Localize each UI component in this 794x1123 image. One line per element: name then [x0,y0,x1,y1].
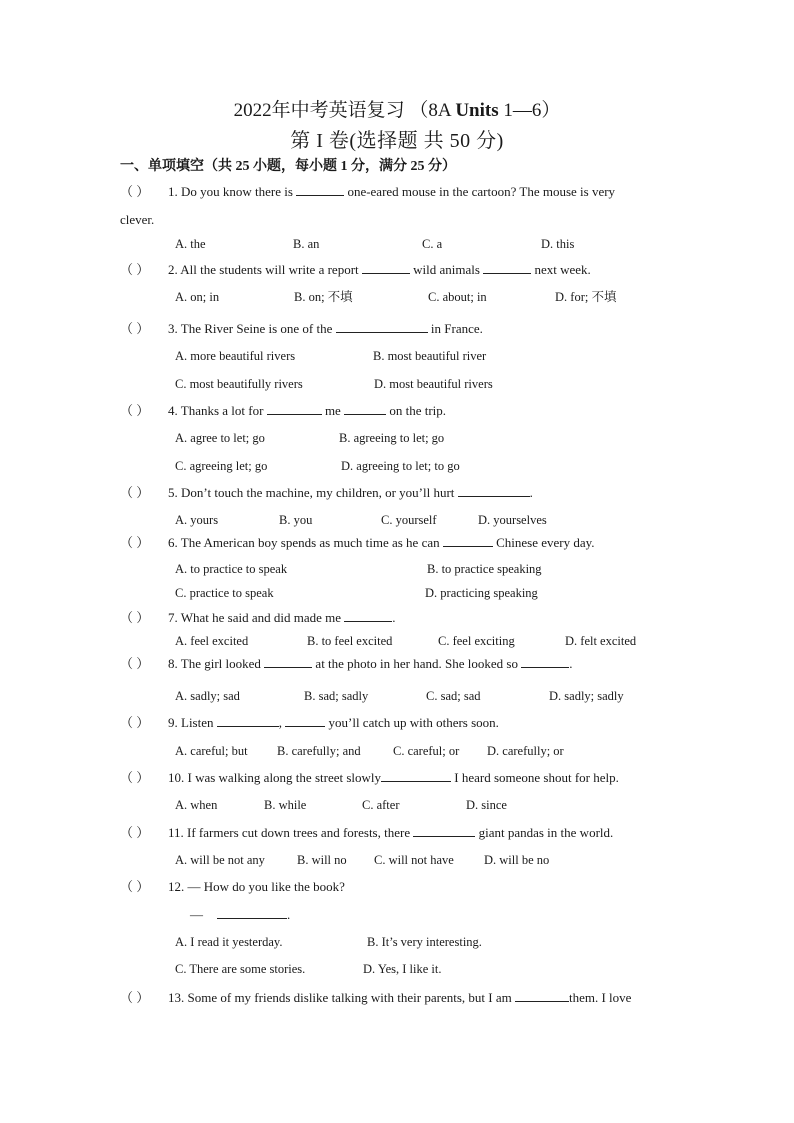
question-text: 9. Listen [168,715,217,730]
answer-blank [521,655,569,668]
option-2c: C. about; in [428,290,487,304]
option-4c: C. agreeing let; go [175,459,268,473]
question-1 [120,183,680,201]
answer-bracket[interactable]: （ ） [120,321,150,336]
question-6 [120,534,680,552]
answer-blank [296,183,344,196]
exam-title-prefix: 2022年中考英语复习 （8A [233,100,456,121]
question-text: 12. — How do you like the book? [168,879,345,894]
option-6a: A. to practice to speak [175,562,288,576]
question-text: 10. I was walking along the street slowly [168,770,382,785]
question-text: 7. What he said and did made me [168,610,345,625]
answer-bracket[interactable]: （ ） [120,990,150,1005]
option-2a: A. on; in [175,290,220,304]
option-5c: C. yourself [381,513,437,527]
question-12 [120,878,680,896]
answer-blank [443,534,493,547]
option-9c: C. careful; or [393,744,460,758]
question-text: I heard someone shout for help. [451,770,619,785]
option-12a: A. I read it yesterday. [175,935,283,949]
question-text: 11. If farmers cut down trees and forests, there [168,825,414,840]
question-text: 13. Some of my friends dislike talking with their parents, but I am [168,990,515,1005]
question-text: next week. [531,262,591,277]
answer-bracket[interactable]: （ ） [120,485,150,500]
option-9b: B. carefully; and [277,744,361,758]
option-11a: A. will be not any [175,853,265,867]
answer-bracket[interactable]: （ ） [120,879,150,894]
answer-bracket[interactable]: （ ） [120,770,150,785]
option-1d: D. this [541,237,575,251]
option-11c: C. will not have [374,853,454,867]
answer-blank [267,402,322,415]
option-3a: A. more beautiful rivers [175,349,296,363]
question-text: in France. [427,321,483,336]
option-12d: D. Yes, I like it. [363,962,442,976]
option-10d: D. since [466,798,507,812]
dialogue-dash: — [190,907,203,922]
question-7 [120,609,680,627]
question-text: 4. Thanks a lot for [168,403,267,418]
question-5 [120,484,680,502]
answer-blank [483,261,531,274]
question-8 [120,655,680,673]
question-4 [120,402,680,420]
answer-bracket[interactable]: （ ） [120,535,150,550]
answer-bracket[interactable]: （ ） [120,825,150,840]
answer-blank [336,320,428,333]
option-5a: A. yours [175,513,219,527]
question-12-response: — . [190,907,291,922]
option-7d: D. felt excited [565,634,637,648]
option-1a: A. the [175,237,206,251]
question-text: them. I love [568,990,632,1005]
exam-title-suffix: 1—6） [498,100,561,121]
question-text: 2. All the students will write a report [168,262,362,277]
answer-blank [381,769,451,782]
question-text: Chinese every day. [492,535,595,550]
answer-blank [458,484,530,497]
answer-blank [217,906,287,919]
option-10a: A. when [175,798,218,812]
question-3 [120,320,680,338]
question-text: . [529,485,533,500]
answer-bracket[interactable]: （ ） [120,403,150,418]
answer-blank [217,714,279,727]
question-13 [120,989,680,1007]
question-text: you’ll catch up with others soon. [325,715,499,730]
option-7b: B. to feel excited [307,634,393,648]
question-text: me [321,403,345,418]
question-text: 1. Do you know there is [168,184,297,199]
question-text: giant pandas in the world. [475,825,614,840]
option-1b: B. an [293,237,320,251]
option-6c: C. practice to speak [175,586,274,600]
option-3b: B. most beautiful river [373,349,487,363]
option-2d: D. for; 不填 [555,290,617,304]
question-10 [120,769,680,787]
question-text: . [392,610,396,625]
question-text: 3. The River Seine is one of the [168,321,336,336]
question-text: 8. The girl looked [168,656,265,671]
option-5b: B. you [279,513,313,527]
option-10c: C. after [362,798,400,812]
option-12c: C. There are some stories. [175,962,306,976]
option-5d: D. yourselves [478,513,547,527]
option-4b: B. agreeing to let; go [339,431,445,445]
answer-blank [264,655,312,668]
option-3d: D. most beautiful rivers [374,377,493,391]
answer-bracket[interactable]: （ ） [120,184,150,199]
option-4d: D. agreeing to let; to go [341,459,460,473]
option-11b: B. will no [297,853,347,867]
question-text: on the trip. [386,403,447,418]
question-text: wild animals [409,262,484,277]
option-8b: B. sad; sadly [304,689,369,703]
option-9a: A. careful; but [175,744,248,758]
option-9d: D. carefully; or [487,744,564,758]
option-7a: A. feel excited [175,634,249,648]
question-2 [120,261,680,279]
option-2b: B. on; 不填 [294,290,353,304]
question-text: , [278,715,286,730]
option-8c: C. sad; sad [426,689,481,703]
section-heading: 一、单项填空（共 25 小题，每小题 1 分，满分 25 分） [120,159,456,174]
option-6b: B. to practice speaking [427,562,542,576]
question-text: 5. Don’t touch the machine, my children, or you’ll hurt [168,485,458,500]
option-12b: B. It’s very interesting. [367,935,482,949]
question-text: 6. The American boy spends as much time as he can [168,535,443,550]
exam-title [0,99,794,123]
option-4a: A. agree to let; go [175,431,265,445]
answer-blank [515,989,569,1002]
answer-blank [344,609,392,622]
option-7c: C. feel exciting [438,634,515,648]
question-text: . [569,656,573,671]
question-11 [120,824,680,842]
question-text: one-eared mouse in the cartoon? The mouse is very [344,184,616,199]
exam-title-bold: Units [455,100,499,121]
answer-bracket[interactable]: （ ） [120,656,150,671]
option-8d: D. sadly; sadly [549,689,624,703]
option-6d: D. practicing speaking [425,586,538,600]
answer-bracket[interactable]: （ ） [120,262,150,277]
option-8a: A. sadly; sad [175,689,240,703]
question-9 [120,714,680,732]
option-1c: C. a [422,237,443,251]
answer-blank [344,402,386,415]
answer-blank [285,714,325,727]
answer-bracket[interactable]: （ ） [120,715,150,730]
option-3c: C. most beautifully rivers [175,377,303,391]
option-10b: B. while [264,798,307,812]
question-1-continuation: clever. [120,212,155,227]
answer-bracket[interactable]: （ ） [120,610,150,625]
answer-blank [362,261,410,274]
exam-subtitle: 第 I 卷(选择题 共 50 分) [290,130,504,152]
option-11d: D. will be no [484,853,550,867]
answer-blank [413,824,475,837]
question-text: at the photo in her hand. She looked so [312,656,522,671]
